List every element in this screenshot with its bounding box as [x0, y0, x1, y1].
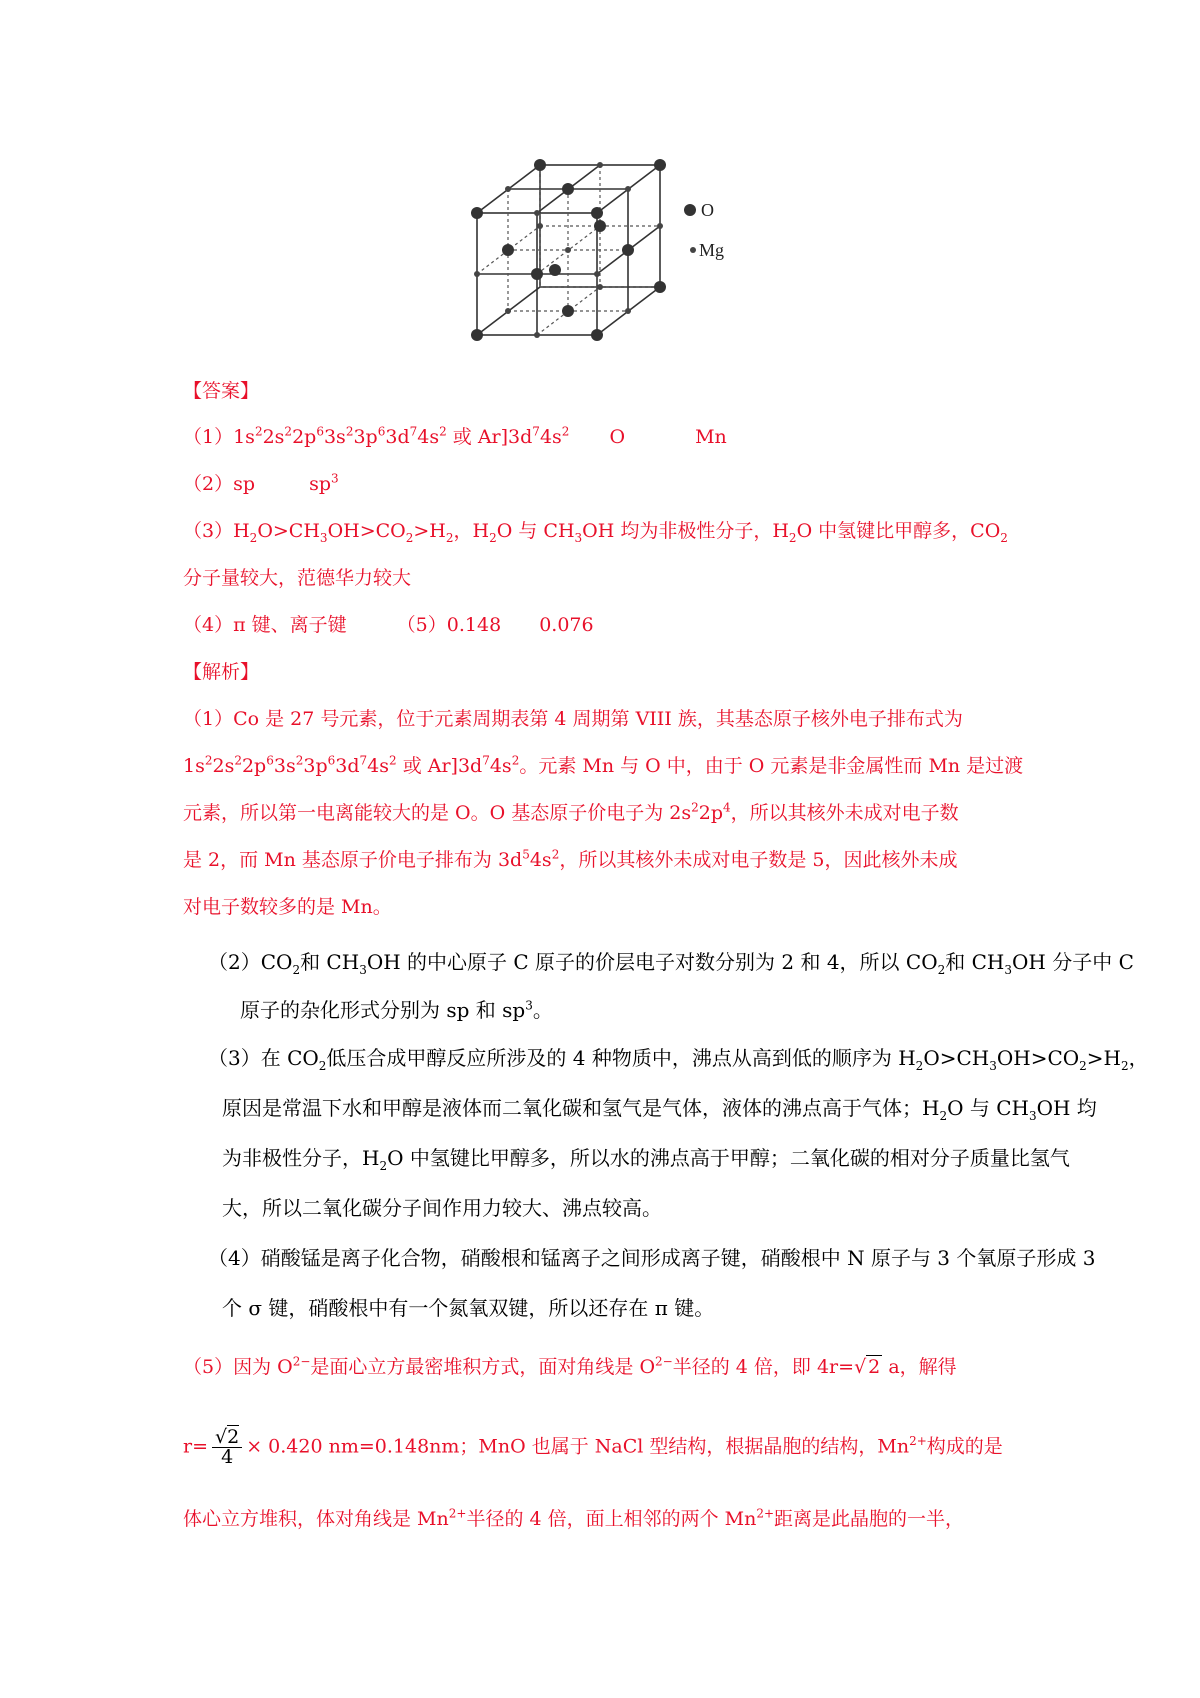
- legend-mg-label: Mg: [699, 240, 725, 260]
- analysis-p4-l2: 个 σ 键，硝酸根中有一个氮氧双键，所以还存在 π 键。: [222, 1296, 715, 1320]
- fraction-sqrt2-over-4: $\frac{√2}{4}$: [212, 1428, 242, 1467]
- analysis-p2-l1: $(2)CO_2$和 $CH_3OH$ 的中心原子 C 原子的价层电子对数分别为 2 和 4，所以 $CO_2$和 $CH_3OH$ 分子中 C: [208, 950, 1134, 977]
- answer-item-3: $(3)H_2O>CH_3OH>CO_2>H_2$，$H_2O$ 与 $CH_3OH$ 均为非极性分子，$H_2O$ 中氢键比甲醇多，$CO_2$: [183, 520, 1008, 545]
- answer-item-2: （2）sp $sp^3$: [183, 471, 339, 495]
- answer-item-1: $(1)1s^22s^22p^63s^23p^63d^74s^2$ 或 $Ar]3d^74s^2$ O Mn: [183, 424, 727, 448]
- analysis-p5-l2: r= $\frac{√2}{4}$ × 0.420 nm=0.148nm；MnO 也属于 NaCl 型结构，根据晶胞的结构，$Mn^{2+}$构成的是: [183, 1426, 1003, 1468]
- analysis-p1-l3: 元素，所以第一电离能较大的是 O。O 基态原子价电子为 $2s^22p^4$，所以其核外未成对电子数: [183, 800, 959, 824]
- analysis-p3-l2: 原因是常温下水和甲醇是液体而二氧化碳和氢气是气体，液体的沸点高于气体；$H_2O$ 与 $CH_3OH$ 均: [222, 1096, 1097, 1123]
- analysis-p3-l3: 为非极性分子，$H_2O$ 中氢键比甲醇多，所以水的沸点高于甲醇；二氧化碳的相对分子质量比氢气: [222, 1146, 1070, 1173]
- answer-item-4-5: （4）π 键、离子键 （5）0.148 0.076: [183, 614, 594, 636]
- analysis-p1-l1: （1）Co 是 27 号元素，位于元素周期表第 4 周期第 VIII 族，其基态原子核外电子排布式为: [183, 708, 963, 730]
- answer-heading: 【答案】: [183, 380, 260, 402]
- answer-item-3-cont: 分子量较大，范德华力较大: [183, 567, 412, 589]
- analysis-p3-l4: 大，所以二氧化碳分子间作用力较大、沸点较高。: [222, 1196, 662, 1220]
- analysis-p1-l4: 是 2，而 Mn 基态原子价电子排布为 $3d^54s^2$，所以其核外未成对电子数是 5，因此核外未成: [183, 847, 958, 871]
- analysis-p5-l3: 体心立方堆积，体对角线是 $Mn^{2+}$半径的 4 倍，面上相邻的两个 $Mn^{2+}$距离是此晶胞的一半，: [183, 1506, 965, 1530]
- legend-o-icon: [684, 204, 696, 216]
- crystal-cell-figure: [455, 150, 745, 350]
- legend-o-label: O: [701, 200, 714, 220]
- analysis-p1-l5: 对电子数较多的是 Mn。: [183, 896, 392, 918]
- analysis-p5-l1: （5）因为 $O^{2-}$是面心立方最密堆积方式，面对角线是 $O^{2-}$半径的 4 倍，即 4r=√ 2 a，解得: [183, 1354, 957, 1378]
- analysis-p2-l2: 原子的杂化形式分别为 sp 和 $sp^3$。: [240, 998, 553, 1022]
- analysis-p3-l1: （3）在 $CO_2$低压合成甲醇反应所涉及的 4 种物质中，沸点从高到低的顺序为 $H_2O>CH_3OH>CO_2>H_2$，: [208, 1046, 1149, 1073]
- sqrt-2: √ 2: [854, 1356, 881, 1378]
- legend-mg-icon: [690, 247, 696, 253]
- analysis-heading: 【解析】: [183, 661, 260, 683]
- analysis-p4-l1: （4）硝酸锰是离子化合物，硝酸根和锰离子之间形成离子键，硝酸根中 N 原子与 3 个氧原子形成 3: [208, 1246, 1096, 1270]
- analysis-p1-l2: $1s^22s^22p^63s^23p^63d^74s^2$ 或 $Ar]3d^74s^2$。元素 Mn 与 O 中，由于 O 元素是非金属性而 Mn 是过渡: [183, 753, 1024, 777]
